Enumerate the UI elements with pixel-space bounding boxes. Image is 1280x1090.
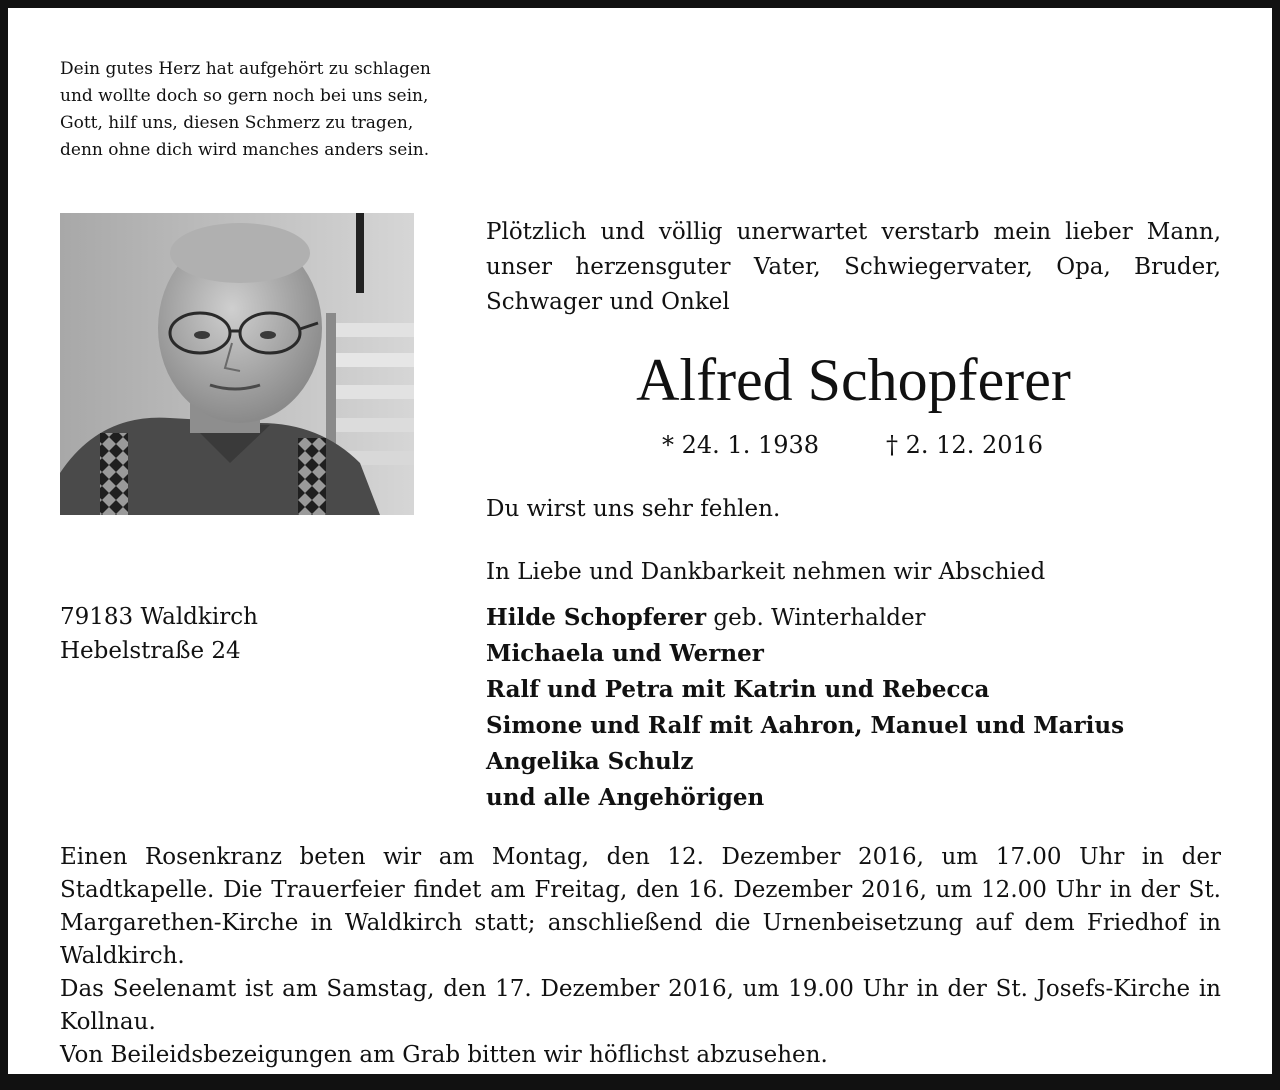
portrait-photo xyxy=(60,213,414,515)
death-date: † 2. 12. 2016 xyxy=(886,431,1044,459)
requiem-info: Das Seelenamt ist am Samstag, den 17. Dezember 2016, um 19.00 Uhr in der St. Josefs-Kirche in Kollnau. xyxy=(60,976,1221,1035)
mourners-list xyxy=(486,600,1124,816)
death-announcement: Plötzlich und völlig unerwartet verstarb mein lieber Mann, unser herzensguter Vater, Schwiegervater, Opa, Bruder, Schwager und Onkel xyxy=(486,219,1221,315)
mourner-entry xyxy=(486,708,1124,744)
address-street: Hebelstraße 24 xyxy=(60,638,241,664)
poem-line: Dein gutes Herz hat aufgehört zu schlagen xyxy=(60,59,431,79)
poem-line: denn ohne dich wird manches anders sein. xyxy=(60,140,430,160)
widow-maiden-name: geb. Winterhalder xyxy=(713,605,926,631)
mourner-entry xyxy=(486,672,1124,708)
widow-name: Hilde Schopferer xyxy=(486,604,707,631)
closing-line: Du wirst uns sehr fehlen. xyxy=(486,496,781,522)
deceased-name: Alfred Schopferer xyxy=(636,347,1071,413)
portrait-illustration xyxy=(60,213,414,515)
mourner-name: Angelika Schulz xyxy=(486,748,694,775)
poem-line: und wollte doch so gern noch bei uns sein, xyxy=(60,86,429,106)
poem-line: Gott, hilf uns, diesen Schmerz zu tragen, xyxy=(60,113,414,133)
mourner-address xyxy=(60,600,258,668)
mourner-entry xyxy=(486,744,1124,780)
rosary-and-funeral-info: Einen Rosenkranz beten wir am Montag, den 12. Dezember 2016, um 17.00 Uhr in der Stadtkapelle. Die Trauerfeier findet am Freitag, den 16. Dezember 2016, um 12.00 Uhr in der St. Margarethen-Kirche in Waldkirch statt; anschließend die Urnenbeisetzung auf dem Friedhof in Waldkirch. xyxy=(60,844,1221,969)
mourner-name: Simone und Ralf mit Aahron, Manuel und Marius xyxy=(486,712,1125,739)
mourner-name: und alle Angehörigen xyxy=(486,784,765,811)
memorial-poem xyxy=(60,56,431,164)
mourner-name: Michaela und Werner xyxy=(486,640,764,667)
service-details xyxy=(60,841,1221,1072)
mourner-name: Ralf und Petra mit Katrin und Rebecca xyxy=(486,676,990,703)
mourner-entry xyxy=(486,636,1124,672)
birth-date: * 24. 1. 1938 xyxy=(662,431,820,459)
address-city: 79183 Waldkirch xyxy=(60,604,258,630)
farewell-line: In Liebe und Dankbarkeit nehmen wir Abschied xyxy=(486,559,1046,585)
mourner-entry xyxy=(486,600,1124,636)
mourner-entry xyxy=(486,780,1124,816)
condolence-request: Von Beileidsbezeigungen am Grab bitten wir höflichst abzusehen. xyxy=(60,1042,828,1068)
